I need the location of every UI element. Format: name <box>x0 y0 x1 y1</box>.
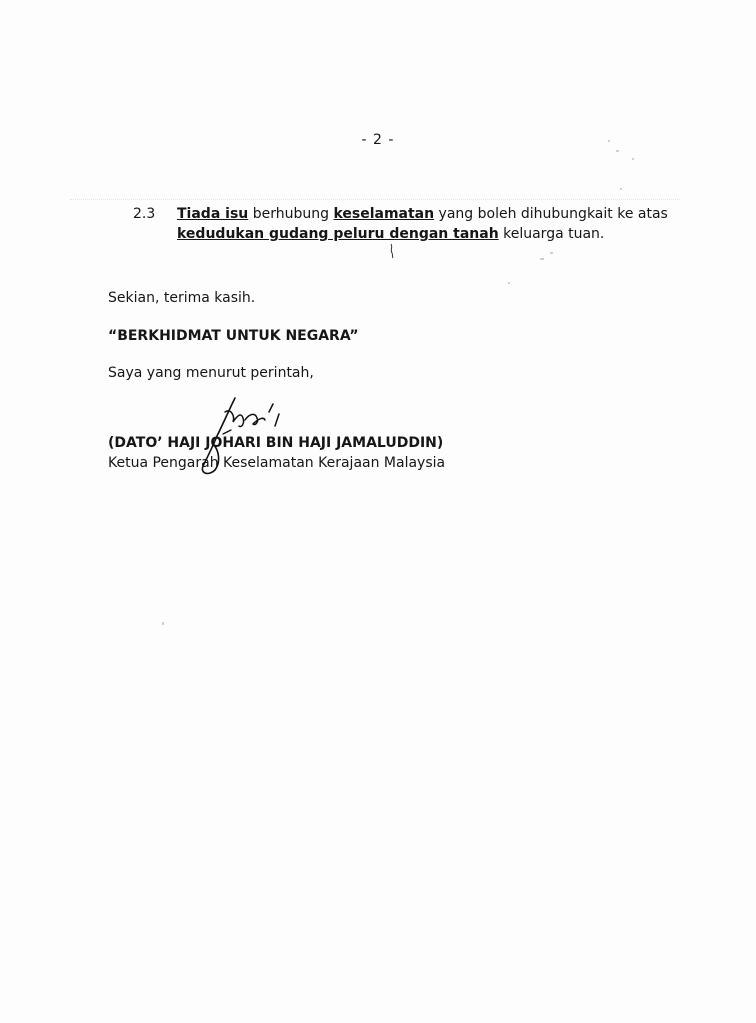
scan-speck <box>608 140 610 142</box>
closing-thanks: Sekian, terima kasih. <box>108 290 256 306</box>
closing-motto: “BERKHIDMAT UNTUK NEGARA” <box>108 328 359 344</box>
page-number: - 2 - <box>361 132 395 148</box>
handwritten-signature <box>195 390 290 480</box>
scan-speck <box>508 282 510 284</box>
scan-artifact-line <box>70 199 680 200</box>
paragraph-number: 2.3 <box>133 206 156 222</box>
paragraph-line-2 <box>177 224 657 244</box>
scan-speck <box>620 188 622 190</box>
scan-speck <box>540 258 544 260</box>
scan-speck <box>632 158 634 160</box>
closing-obedience: Saya yang menurut perintah, <box>108 365 314 381</box>
pen-mark <box>388 243 396 259</box>
emphasis-kedudukan: kedudukan gudang peluru dengan tanah <box>177 226 499 242</box>
emphasis-keselamatan: keselamatan <box>333 206 435 222</box>
paragraph-text: keluarga tuan. <box>498 226 605 242</box>
paragraph-body <box>177 204 668 244</box>
scan-speck <box>616 150 619 152</box>
scan-speck <box>162 622 164 625</box>
signatory-name: (DATO’ HAJI JOHARI BIN HAJI JAMALUDDIN) <box>108 435 444 451</box>
paragraph-text: berhubung <box>248 206 334 222</box>
paragraph-line-1 <box>177 204 668 224</box>
emphasis-tiada-isu: Tiada isu <box>177 206 249 222</box>
paragraph-text: yang boleh dihubungkait ke atas <box>434 206 668 222</box>
signatory-title: Ketua Pengarah Keselamatan Kerajaan Malaysia <box>108 455 446 471</box>
scan-speck <box>550 252 553 254</box>
